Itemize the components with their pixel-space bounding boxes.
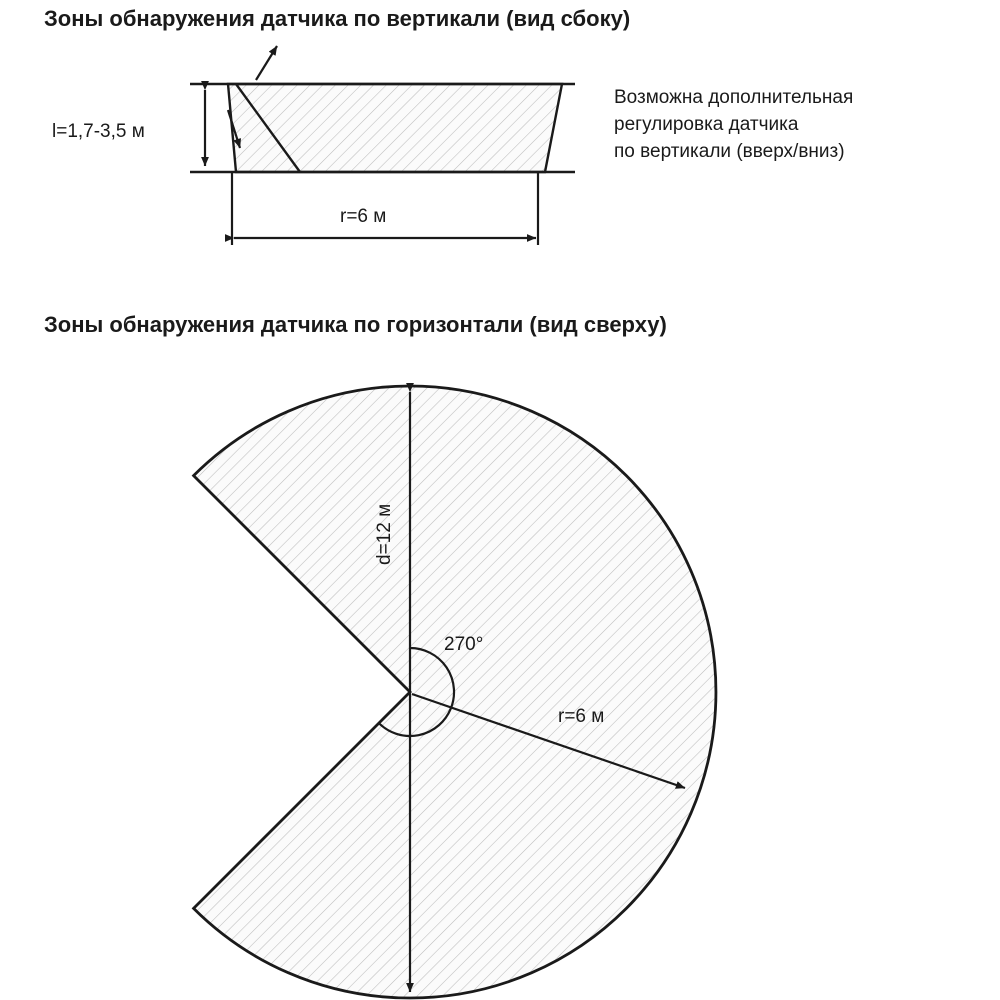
side-view-detection-zone	[228, 84, 562, 172]
adjustment-note-line-1: Возможна дополнительная	[614, 87, 854, 108]
top-view-angle-label: 270°	[444, 634, 484, 655]
page-title-horizontal: Зоны обнаружения датчика по горизонтали (вид сверху)	[44, 312, 667, 337]
top-view-radius-label: r=6 м	[558, 706, 605, 727]
side-view-adjust-up-arrow	[256, 46, 277, 80]
adjustment-note-line-3: по вертикали (вверх/вниз)	[614, 141, 845, 162]
side-view-group	[52, 46, 575, 245]
adjustment-note-line-2: регулировка датчика	[614, 114, 799, 135]
top-view-group	[194, 386, 716, 998]
top-view-diameter-label: d=12 м	[374, 503, 395, 565]
page-title-vertical: Зоны обнаружения датчика по вертикали (вид сбоку)	[44, 6, 631, 31]
side-view-height-label: l=1,7-3,5 м	[52, 121, 145, 142]
side-view-radius-label: r=6 м	[340, 206, 387, 227]
